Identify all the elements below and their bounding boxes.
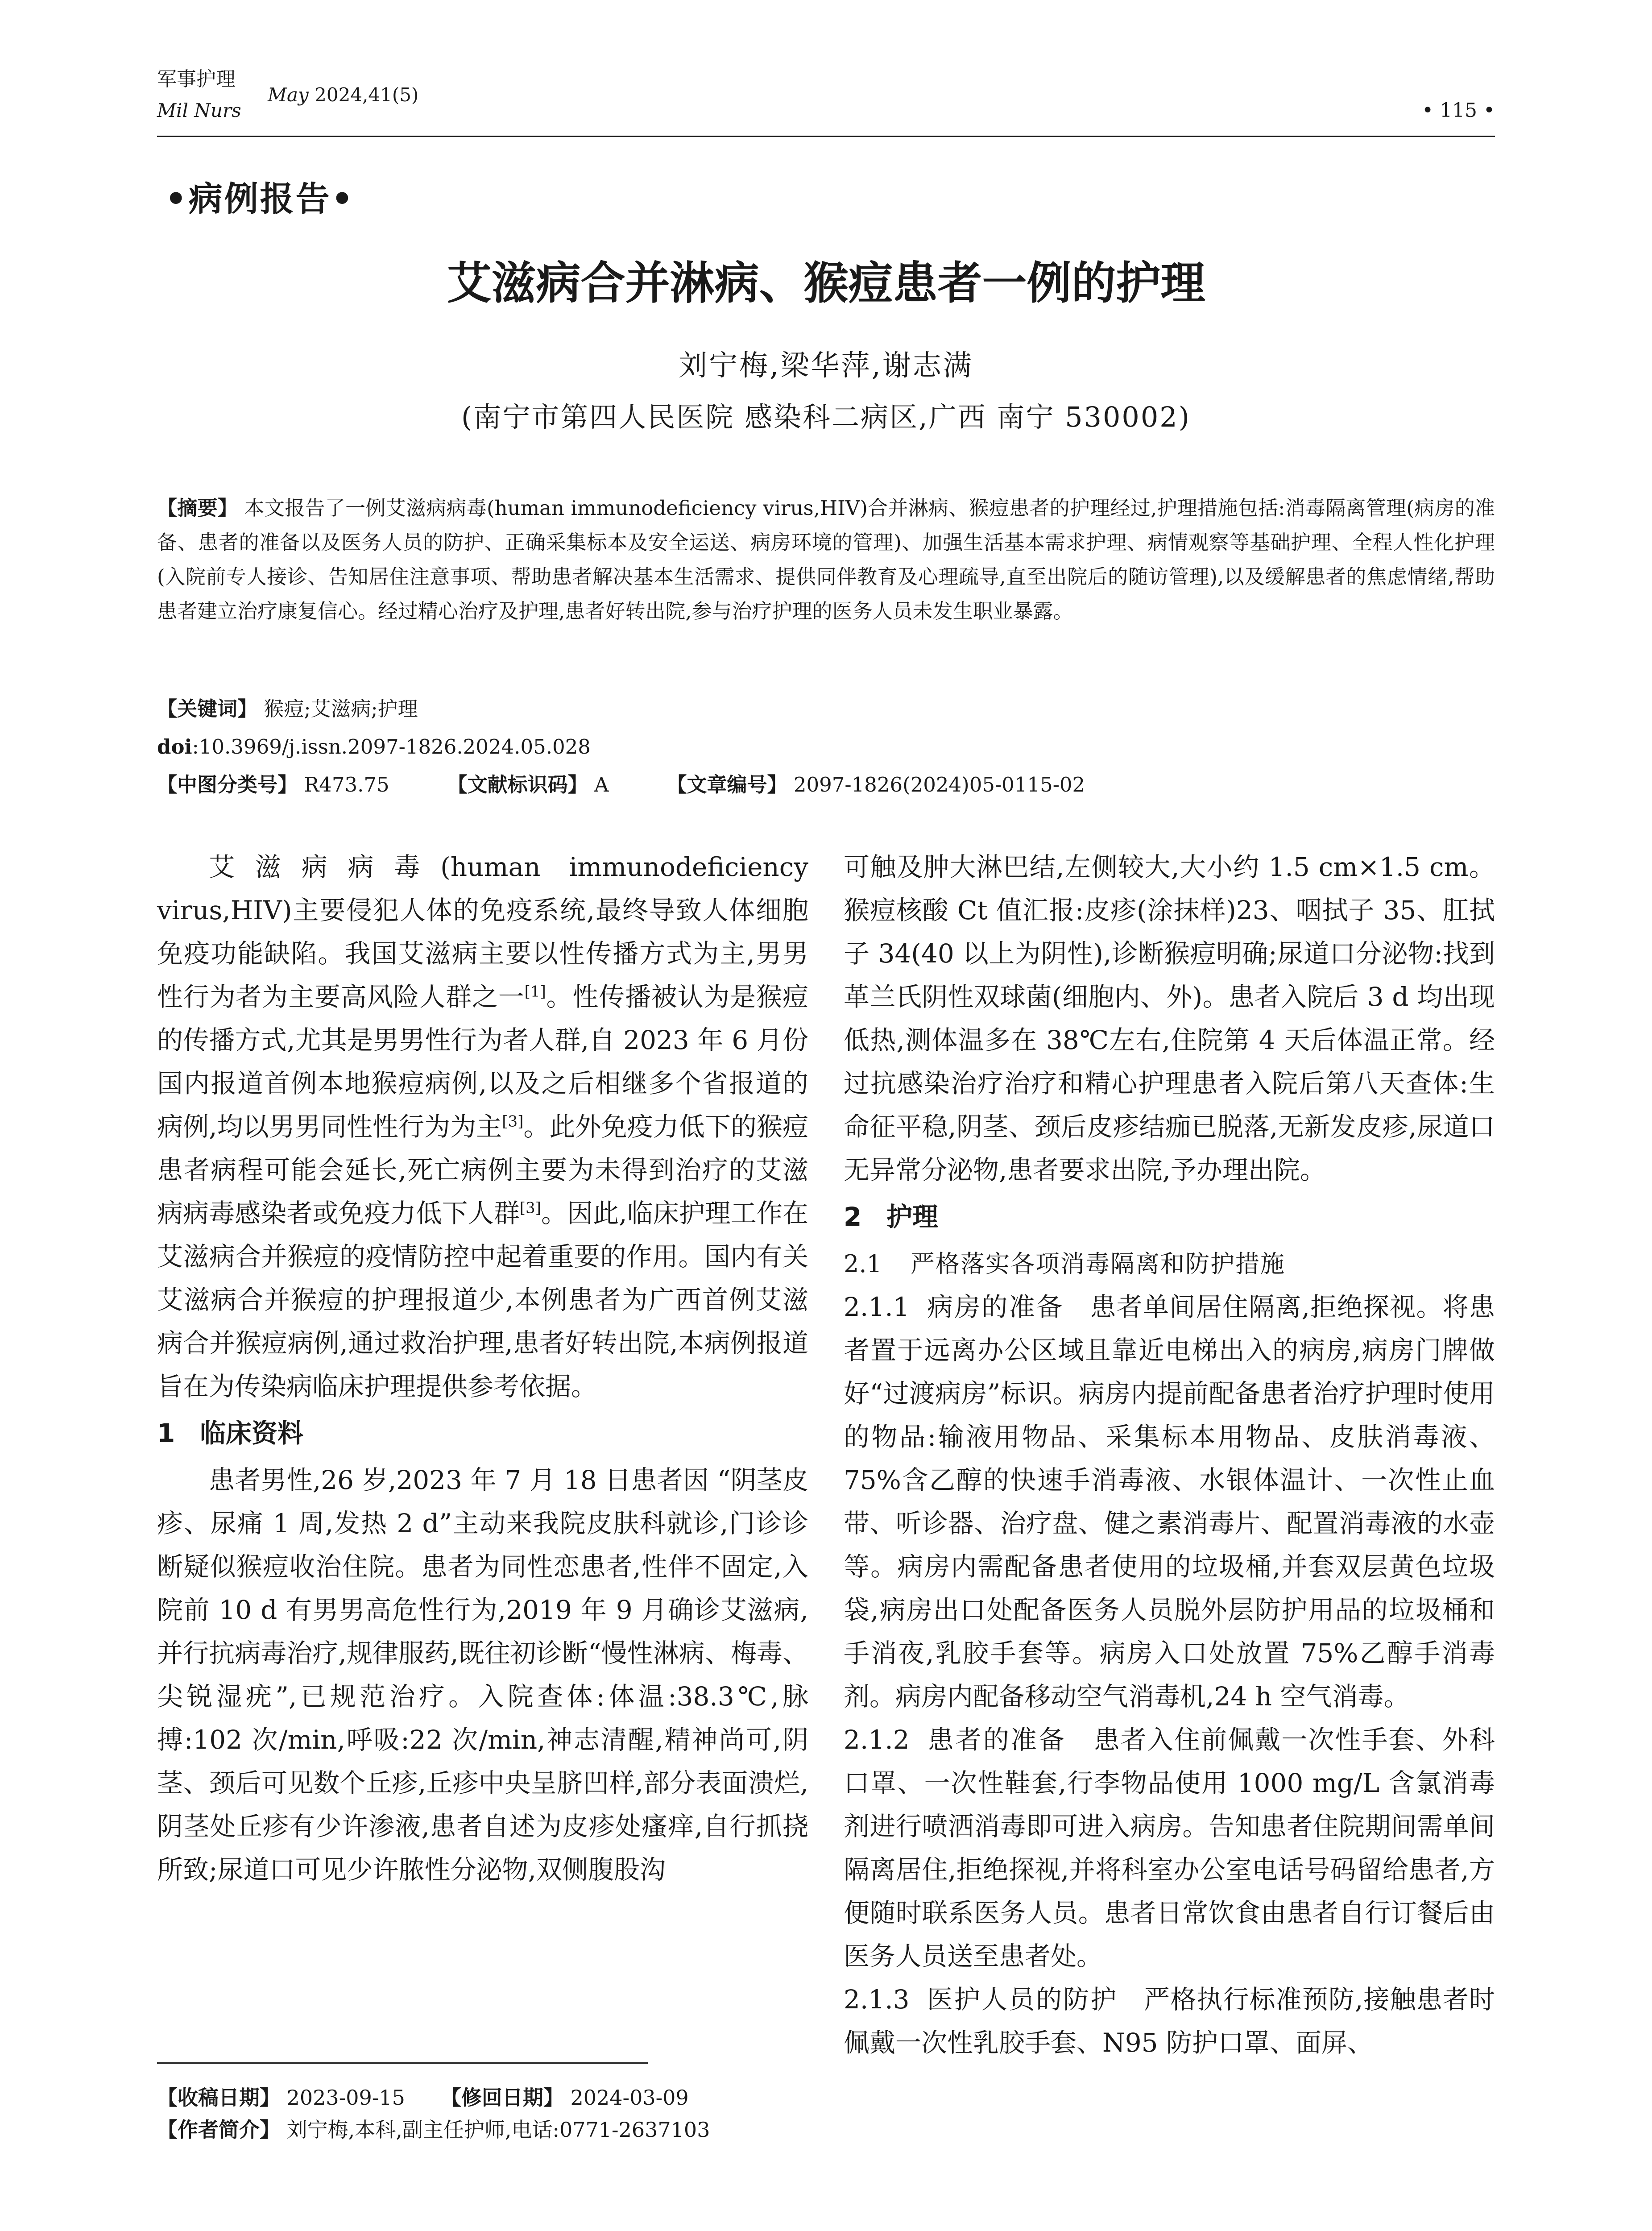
- heading-text: 护理: [886, 1202, 939, 1232]
- footnote-author: [157, 2114, 710, 2146]
- abstract-text: 本文报告了一例艾滋病病毒(human immunodeficiency virus,HIV)合并淋病、猴痘患者的护理经过,护理措施包括:消毒隔离管理(病房的准备、患者的准备以及医务人员的防护、正确采集标本及安全运送、病房环境的管理)、加强生活基本需求护理、病情观察等基础护理、全程人性化护理(入院前专人接诊、告知居住注意事项、帮助患者解决基本生活需求、提供同伴教育及心理疏导,直至出院后的随访管理),以及缓解患者的焦虑情绪,帮助患者建立治疗康复信心。经过精心治疗及护理,患者好转出院,参与治疗护理的医务人员未发生职业暴露。: [157, 496, 1495, 623]
- footnote-dates: [157, 2082, 689, 2114]
- doi: [157, 730, 591, 764]
- citation-3a[interactable]: [3]: [502, 1112, 524, 1131]
- clinical-paragraph: 患者男性,26 岁,2023 年 7 月 18 日患者因 “阴茎皮疹、尿痛 1 周,发热 2 d”主动来我院皮肤科就诊,门诊诊断疑似猴痘收治住院。患者为同性恋患者,性伴不固定,入院前 10 d 有男男高危性行为,2019 年 9 月确诊艾滋病,并行抗病毒治疗,规律服药,既往初诊断“慢性淋病、梅毒、尖锐湿疣”,已规范治疗。入院查体:体温:38.3℃,脉搏:102 次/min,呼吸:22 次/min,神志清醒,精神尚可,阴茎、颈后可见数个丘疹,丘疹中央呈脐凹样,部分表面溃烂,阴茎处丘疹有少许渗液,患者自述为皮疹处瘙痒,自行抓挠所致;尿道口可见少许脓性分泌物,双侧腹股沟: [157, 1465, 808, 1885]
- body-right-column: [844, 846, 1495, 2065]
- section-number: 2.1.1: [844, 1292, 910, 1322]
- doi-text: :10.3969/j.issn.2097-1826.2024.05.028: [192, 735, 591, 759]
- subheading-2-1: [844, 1242, 1495, 1286]
- article-title: 艾滋病合并淋病、猴痘患者一例的护理: [447, 257, 1205, 309]
- keywords: [157, 692, 418, 726]
- subheading-number: 2.1: [844, 1250, 882, 1278]
- affiliation: (南宁市第四人民医院 感染科二病区,广西 南宁 530002): [461, 401, 1191, 433]
- intro-text-d: 。因此,临床护理工作在艾滋病合并猴痘的疫情防控中起着重要的作用。国内有关艾滋病合并猴痘的护理报道少,本例患者为广西首例艾滋病合并猴痘病例,通过救治护理,患者好转出院,本病例报道旨在为传染病临床护理提供参考依据。: [157, 1198, 808, 1402]
- clc-value: R473.75: [304, 773, 389, 796]
- heading-nursing: [844, 1195, 1495, 1239]
- heading-clinical-data: [157, 1412, 808, 1455]
- clinical-continued-paragraph: 可触及肿大淋巴结,左侧较大,大小约 1.5 cm×1.5 cm。猴痘核酸 Ct 值汇报:皮疹(涂抹样)23、咽拭子 35、肛拭子 34(40 以上为阴性),诊断猴痘明确;尿道口分泌物:找到革兰氏阴性双球菌(细胞内、外)。患者入院后 3 d 均出现低热,测体温多在 38℃左右,住院第 4 天后体温正常。经过抗感染治疗治疗和精心护理患者入院后第八天查体:生命征平稳,阴茎、颈后皮疹结痂已脱落,无新发皮疹,尿道口无异常分泌物,患者要求出院,予办理出院。: [844, 852, 1495, 1185]
- journal-name-en: Mil Nurs: [157, 100, 241, 121]
- issue-month: May: [268, 84, 309, 106]
- header-rule: [157, 136, 1495, 137]
- heading-text: 临床资料: [200, 1418, 304, 1448]
- footnote-rule: [157, 2062, 648, 2064]
- received-label: 【收稿日期】: [157, 2086, 280, 2110]
- author-bio: 刘宁梅,本科,副主任护师,电话:0771-2637103: [286, 2118, 710, 2142]
- revised-date: 2024-03-09: [570, 2086, 689, 2110]
- intro-text-c: 。此外免疫力低下的猴痘患者病程可能会延长,死亡病例主要为未得到治疗的艾滋病病毒感染者或免疫力低下人群: [157, 1111, 808, 1228]
- citation-3b[interactable]: [3]: [519, 1199, 541, 1217]
- clc-label: 【中图分类号】: [157, 773, 298, 796]
- section-label: 医护人员的防护: [927, 1984, 1118, 2015]
- section-number: 2.1.2: [844, 1725, 910, 1755]
- page-number: • 115 •: [1422, 99, 1495, 122]
- intro-text-b: 。性传播被认为是猴痘的传播方式,尤其是男男性行为者人群,自 2023 年 6 月份国内报道首例本地猴痘病例,以及之后相继多个省报道的病例,均以男男同性性行为为主: [157, 982, 808, 1142]
- section-text: 患者单间居住隔离,拒绝探视。将患者置于远离办公区域且靠近电梯出入的病房,病房门牌做好“过渡病房”标识。病房内提前配备患者治疗护理时使用的物品:输液用物品、采集标本用物品、皮肤消毒液、75%含乙醇的快速手消毒液、水银体温计、一次性止血带、听诊器、治疗盘、健之素消毒片、配置消毒液的水壶等。病房内需配备患者使用的垃圾桶,并套双层黄色垃圾袋,病房出口处配备医务人员脱外层防护用品的垃圾桶和手消夜,乳胶手套等。病房入口处放置 75%乙醇手消毒剂。病房内配备移动空气消毒机,24 h 空气消毒。: [844, 1292, 1495, 1712]
- body-left-column: [157, 846, 808, 1891]
- revised-label: 【修回日期】: [440, 2086, 564, 2110]
- doi-label: doi: [157, 735, 192, 759]
- heading-number: 1: [157, 1418, 175, 1448]
- section-label: 患者的准备: [927, 1725, 1067, 1755]
- citation-1[interactable]: [1]: [524, 983, 546, 1001]
- section-label: 病房的准备: [927, 1292, 1064, 1322]
- received-date: 2023-09-15: [286, 2086, 405, 2110]
- authors: 刘宁梅,梁华萍,谢志满: [679, 349, 973, 382]
- article-number-label: 【文章编号】: [667, 773, 787, 796]
- article-number-value: 2097-1826(2024)05-0115-02: [793, 773, 1085, 796]
- doc-code-label: 【文献标识码】: [447, 773, 588, 796]
- section-2-1-2: [844, 1718, 1495, 1978]
- doc-code-value: A: [594, 773, 609, 796]
- keywords-label: 【关键词】: [157, 697, 258, 721]
- intro-paragraph: [157, 846, 808, 1408]
- author-bio-label: 【作者简介】: [157, 2118, 280, 2142]
- issue-info: [268, 83, 418, 108]
- subheading-text: 严格落实各项消毒隔离和防护措施: [911, 1250, 1285, 1278]
- section-tag: •病例报告•: [165, 179, 355, 219]
- abstract: [157, 491, 1495, 628]
- journal-name: 军事护理: [157, 68, 236, 91]
- section-text: 严格执行标准预防,接触患者时佩戴一次性乳胶手套、N95 防护口罩、面屏、: [844, 1984, 1495, 2058]
- section-text: 患者入住前佩戴一次性手套、外科口罩、一次性鞋套,行李物品使用 1000 mg/L 含氯消毒剂进行喷洒消毒即可进入病房。告知患者住院期间需单间隔离居住,拒绝探视,并将科室办公室电话号码留给患者,方便随时联系医务人员。患者日常饮食由患者自行订餐后由医务人员送至患者处。: [844, 1725, 1495, 1971]
- heading-number: 2: [844, 1202, 862, 1232]
- keywords-text: 猴痘;艾滋病;护理: [264, 697, 418, 721]
- classification-line: [157, 767, 1495, 802]
- section-2-1-3: [844, 1978, 1495, 2065]
- section-number: 2.1.3: [844, 1984, 910, 2015]
- abstract-label: 【摘要】: [157, 496, 238, 520]
- intro-text-a: 艾滋病病毒(human immunodeficiency virus,HIV)主要侵犯人体的免疫系统,最终导致人体细胞免疫功能缺陷。我国艾滋病主要以性传播方式为主,男男性行为者为主要高风险人群之一: [157, 852, 808, 1012]
- section-2-1-1: [844, 1286, 1495, 1718]
- issue-volume: 2024,41(5): [315, 84, 419, 106]
